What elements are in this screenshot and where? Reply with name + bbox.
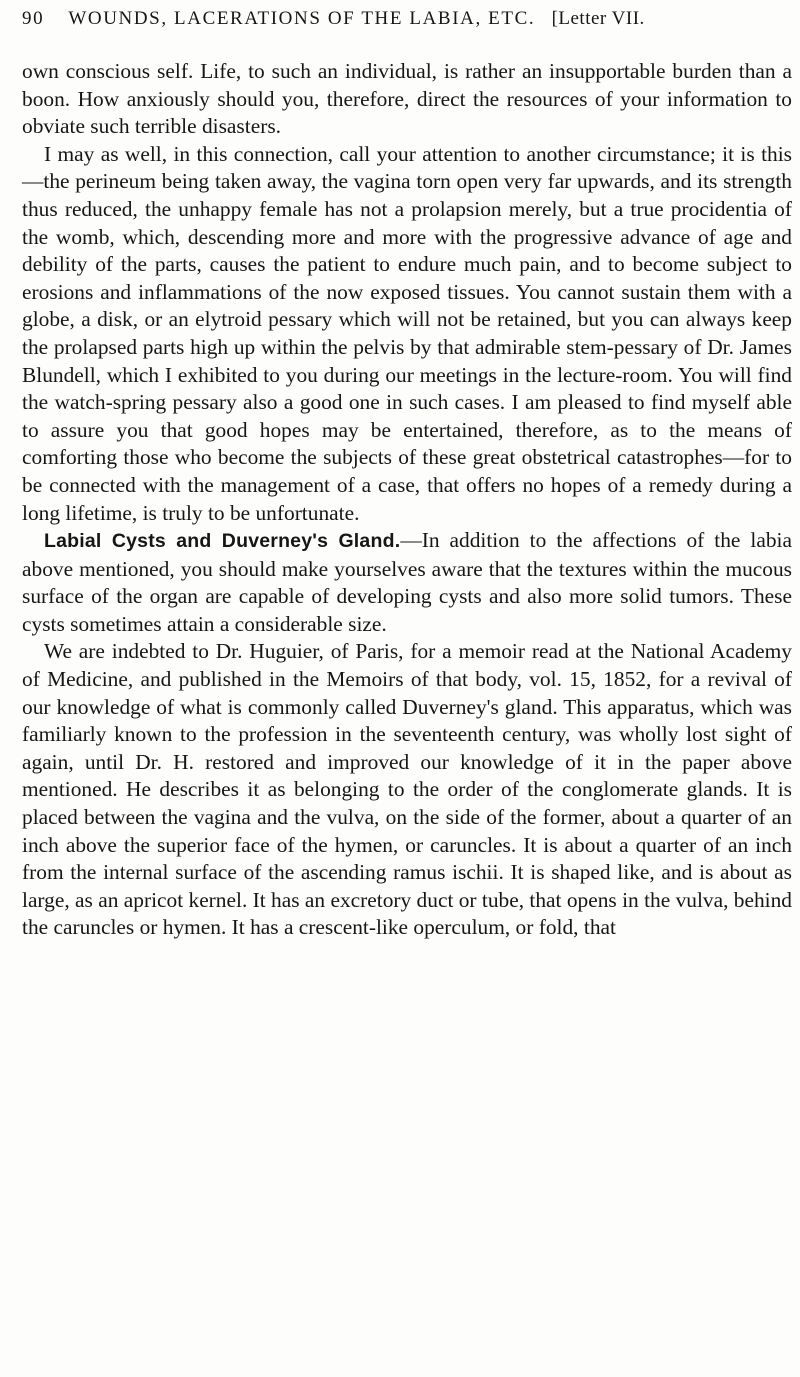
paragraph-3 — [22, 527, 792, 638]
paragraph-1 — [22, 58, 792, 141]
page-number: 90 — [22, 8, 45, 29]
paragraph-2 — [22, 141, 792, 527]
letter-reference: [Letter VII. — [551, 8, 645, 29]
paragraph-2-text: I may as well, in this connection, call your attention to another circumstance; it is this—the perineum being taken away, the vagina torn open very far upwards, and its strength thus reduced, the unhappy female has not a prolapsion merely, but a true procidentia of the womb, which, descending more and more with the progressive advance of age and debility of the parts, causes the patient to endure much pain, and to become subject to erosions and inflammations of the now exposed tissues. You cannot sustain them with a globe, a disk, or an elytroid pessary which will not be retained, but you can always keep the prolapsed parts high up within the pelvis by that admirable stem-pessary of Dr. James Blundell, which I exhibited to you during our meetings in the lecture-room. You will find the watch-spring pessary also a good one in such cases. I am pleased to find myself able to assure you that good hopes may be entertained, therefore, as to the means of comforting those who become the subjects of these great obstetrical catastrophes—for to be connected with the management of a case, that offers no hopes of a remedy during a long lifetime, is truly to be unfortunate. — [22, 141, 792, 525]
running-title: WOUNDS, LACERATIONS OF THE LABIA, ETC. — [68, 8, 536, 29]
paragraph-4-text: We are indebted to Dr. Huguier, of Paris, for a memoir read at the National Academy of Medicine, and published in the Memoirs of that body, vol. 15, 1852, for a revival of our knowledge of what is commonly called Duverney's gland. This apparatus, which was familiarly known to the profession in the seventeenth century, was wholly lost sight of again, until Dr. H. restored and improved our knowledge of it in the paper above mentioned. He describes it as belonging to the order of the conglomerate glands. It is placed between the vagina and the vulva, on the side of the former, about a quarter of an inch above the superior face of the hymen, or caruncles. It is about a quarter of an inch from the internal surface of the ascending ramus ischii. It is shaped like, and is about as large, as an apricot kernel. It has an excretory duct or tube, that opens in the vulva, behind the caruncles or hymen. It has a crescent-like operculum, or fold, that — [22, 639, 792, 940]
paragraph-3-text: —In addition to the affections of the labia above mentioned, you should make yourselves aware that the textures within the mucous surface of the organ are capable of developing cysts and also more solid tumors. These cysts sometimes attain a considerable size. — [22, 528, 792, 636]
paragraph-1-text: own conscious self. Life, to such an individual, is rather an insupportable burden than a boon. How anxiously should you, therefore, direct the resources of your information to obviate such terrible disasters. — [22, 59, 792, 139]
section-heading: Labial Cysts and Duverney's Gland. — [44, 530, 401, 553]
paragraph-4 — [22, 638, 792, 942]
body-text — [22, 58, 792, 942]
running-head — [22, 4, 792, 34]
